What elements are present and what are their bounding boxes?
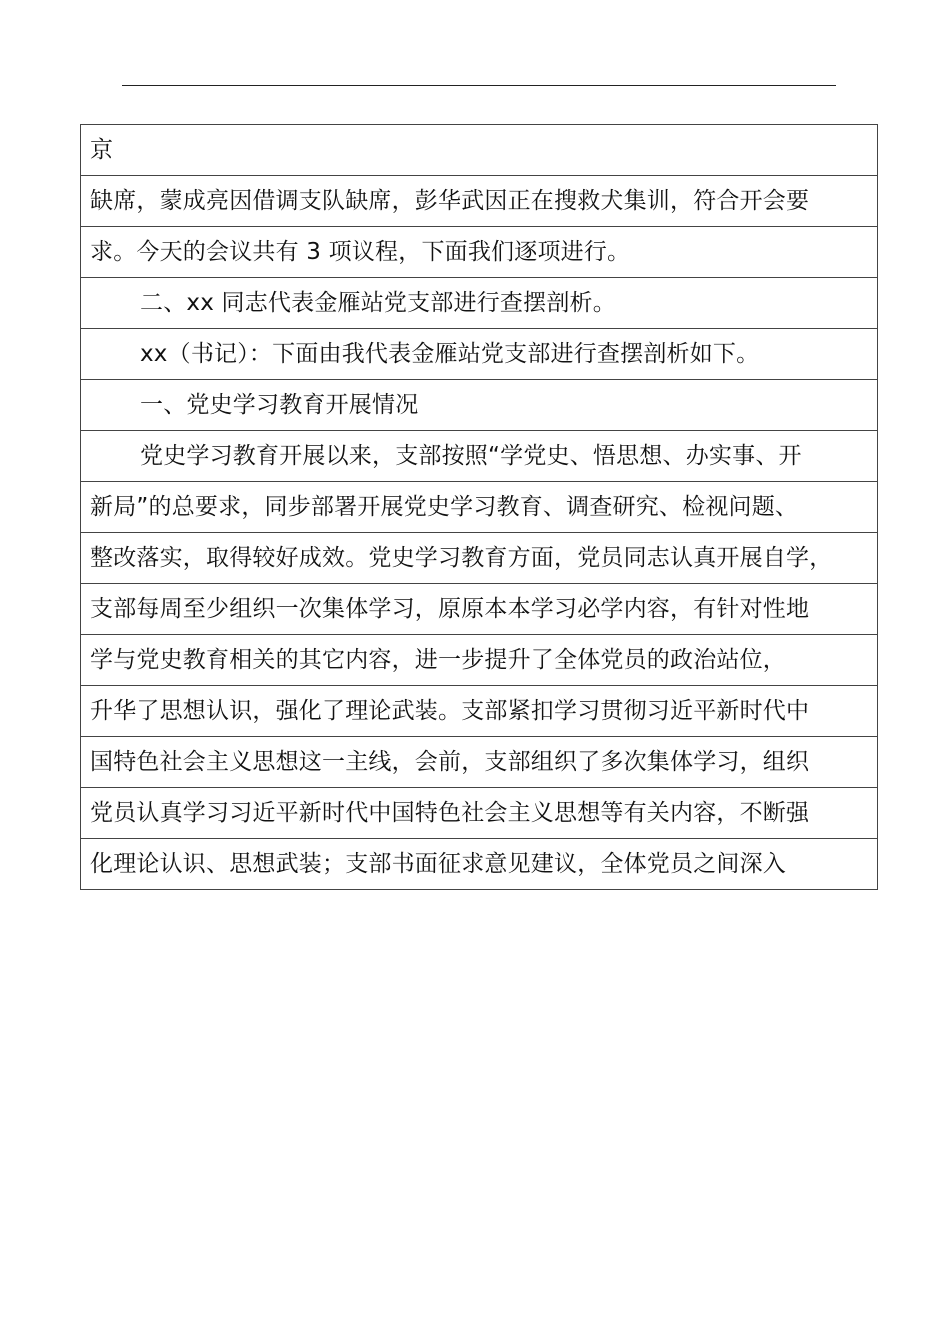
- table-cell: 化理论认识、思想武装；支部书面征求意见建议，全体党员之间深入: [81, 839, 878, 890]
- table-cell: 求。今天的会议共有 3 项议程，下面我们逐项进行。: [81, 227, 878, 278]
- table-cell: 党史学习教育开展以来，支部按照“学党史、悟思想、办实事、开: [81, 431, 878, 482]
- table-row: [81, 125, 878, 176]
- table-cell: 整改落实，取得较好成效。党史学习教育方面，党员同志认真开展自学，: [81, 533, 878, 584]
- table-cell: 京: [81, 125, 878, 176]
- table-cell: xx（书记）：下面由我代表金雁站党支部进行查摆剖析如下。: [81, 329, 878, 380]
- table-row: [81, 635, 878, 686]
- table-cell: 缺席，蒙成亮因借调支队缺席，彭华武因正在搜救犬集训，符合开会要: [81, 176, 878, 227]
- table-cell: 国特色社会主义思想这一主线，会前，支部组织了多次集体学习，组织: [81, 737, 878, 788]
- table-cell: 支部每周至少组织一次集体学习，原原本本学习必学内容，有针对性地: [81, 584, 878, 635]
- table-row: [81, 584, 878, 635]
- header-rule: [122, 85, 836, 86]
- table-row: [81, 482, 878, 533]
- table-cell: 学与党史教育相关的其它内容，进一步提升了全体党员的政治站位，: [81, 635, 878, 686]
- table-cell: 新局”的总要求，同步部署开展党史学习教育、调查研究、检视问题、: [81, 482, 878, 533]
- table-row: [81, 686, 878, 737]
- table-cell: 二、xx 同志代表金雁站党支部进行查摆剖析。: [81, 278, 878, 329]
- table-row: [81, 533, 878, 584]
- table-row: [81, 737, 878, 788]
- table-cell: 一、党史学习教育开展情况: [81, 380, 878, 431]
- table-row: [81, 176, 878, 227]
- table-row: [81, 278, 878, 329]
- table-cell: 党员认真学习习近平新时代中国特色社会主义思想等有关内容，不断强: [81, 788, 878, 839]
- table-cell: 升华了思想认识，强化了理论武装。支部紧扣学习贯彻习近平新时代中: [81, 686, 878, 737]
- table-row: [81, 329, 878, 380]
- table-row: [81, 380, 878, 431]
- table-row: [81, 788, 878, 839]
- table-row: [81, 227, 878, 278]
- table-row: [81, 839, 878, 890]
- table-row: [81, 431, 878, 482]
- document-table: [80, 124, 878, 890]
